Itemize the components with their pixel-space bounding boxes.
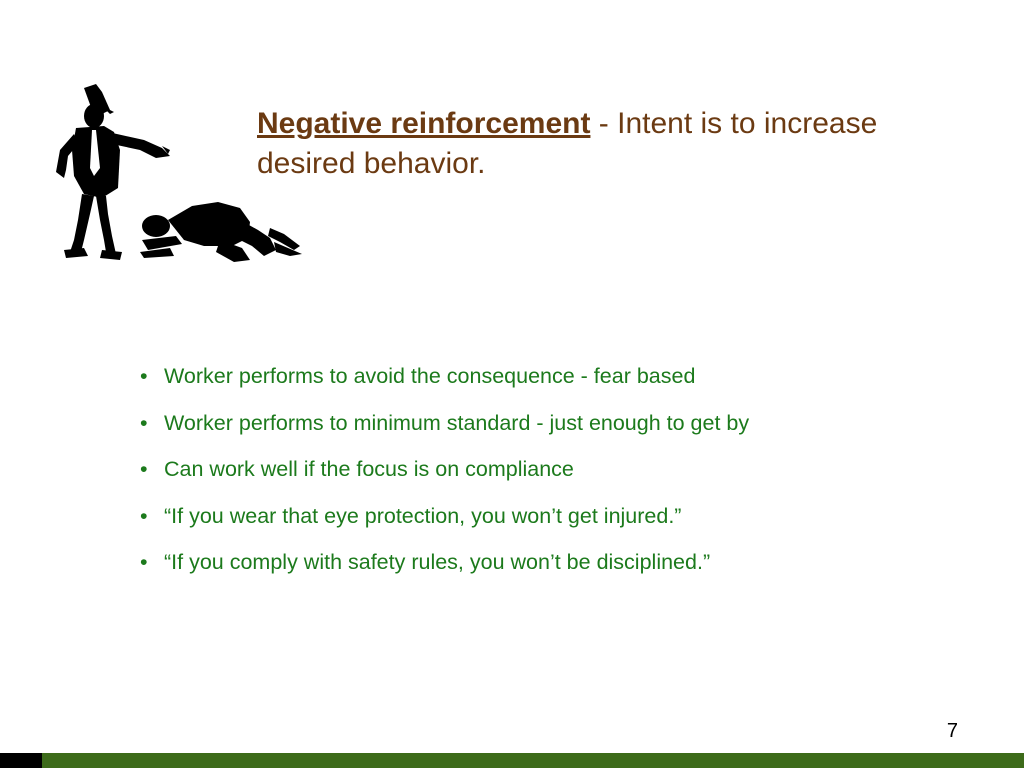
- bullet-text: Worker performs to minimum standard - just enough to get by: [164, 410, 750, 435]
- bullet-glyph: •: [140, 410, 148, 435]
- bullet-text: “If you comply with safety rules, you won’t be disciplined.”: [164, 550, 711, 574]
- footer-black-block: [0, 753, 42, 768]
- bullet-glyph: •: [140, 503, 148, 528]
- bullet-item: [140, 548, 940, 576]
- page-number: 7: [946, 720, 958, 742]
- bullet-list: [140, 362, 940, 595]
- bullet-item: [140, 362, 940, 390]
- title-term: Negative reinforcement: [257, 107, 591, 140]
- bullet-item: [140, 409, 940, 437]
- bullet-text: Can work well if the focus is on compliance: [164, 457, 574, 481]
- bullet-item: [140, 502, 940, 530]
- bullet-glyph: •: [140, 550, 148, 574]
- title-rest: - Intent is to increase desired behavior.: [257, 107, 878, 180]
- slide-title: [257, 104, 897, 184]
- bullet-item: [140, 455, 940, 483]
- bullet-glyph: •: [140, 457, 148, 481]
- bullet-glyph: •: [140, 364, 148, 388]
- footer-bar: [0, 753, 1024, 768]
- bullet-text: Worker performs to avoid the consequence - fear based: [164, 364, 696, 388]
- bullet-text: “If you wear that eye protection, you won’t get injured.”: [164, 503, 682, 528]
